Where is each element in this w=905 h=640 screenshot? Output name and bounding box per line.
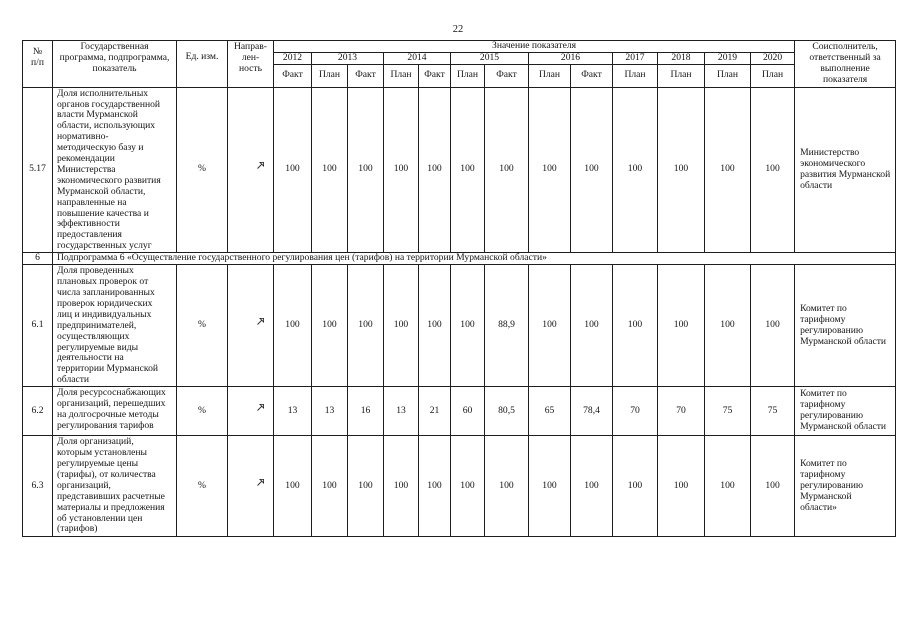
unit: % (177, 387, 228, 436)
header-year: 2016 (529, 52, 613, 64)
value-cell: 100 (613, 436, 658, 537)
value-cell: 100 (312, 87, 348, 253)
value-cell: 100 (658, 436, 705, 537)
header-value-type: План (451, 64, 485, 87)
header-value-type: Факт (419, 64, 451, 87)
subprogram-row (23, 253, 896, 265)
value-cell: 100 (312, 436, 348, 537)
header-value-type: Факт (485, 64, 529, 87)
value-cell: 13 (384, 387, 419, 436)
table-row (23, 265, 896, 387)
value-cell: 78,4 (571, 387, 613, 436)
value-cell: 100 (348, 436, 384, 537)
direction-cell (228, 436, 274, 537)
header-value-type: Факт (274, 64, 312, 87)
indicator-name: Доля организаций, которым установлены регулируемые цены (тарифы), от количества организаций, представивших расчетные материалы и предложения об установлении цен (тарифов) (53, 436, 177, 537)
value-cell: 75 (705, 387, 751, 436)
header-row (23, 41, 896, 53)
direction-cell (228, 387, 274, 436)
header-year: 2018 (658, 52, 705, 64)
unit: % (177, 265, 228, 387)
coexecutor: Министерство экономического развития Мурманской области (795, 87, 896, 253)
direction-cell (228, 87, 274, 253)
header-value-type: Факт (348, 64, 384, 87)
value-cell: 100 (529, 265, 571, 387)
header-year: 2013 (312, 52, 384, 64)
value-cell: 100 (384, 265, 419, 387)
value-cell: 70 (658, 387, 705, 436)
value-cell: 100 (705, 87, 751, 253)
value-cell: 88,9 (485, 265, 529, 387)
value-cell: 100 (529, 436, 571, 537)
coexecutor: Комитет по тарифному регулированию Мурманской области» (795, 436, 896, 537)
value-cell: 100 (451, 265, 485, 387)
table-row (23, 436, 896, 537)
value-cell: 13 (274, 387, 312, 436)
value-cell: 100 (419, 436, 451, 537)
value-cell: 100 (312, 265, 348, 387)
value-cell: 100 (613, 265, 658, 387)
header-coexecutor: Соисполнитель, ответственный за выполнение показателя (795, 41, 896, 88)
header-year: 2012 (274, 52, 312, 64)
value-cell: 75 (751, 387, 795, 436)
header-value-type: План (529, 64, 571, 87)
header-year: 2020 (751, 52, 795, 64)
header-value-type: План (658, 64, 705, 87)
value-cell: 100 (613, 87, 658, 253)
indicator-name: Доля ресурсоснабжающих организаций, перешедших на долгосрочные методы регулирования тарифов (53, 387, 177, 436)
arrow-up-right-icon (256, 317, 265, 326)
indicators-table (22, 40, 896, 537)
unit: % (177, 436, 228, 537)
value-cell: 100 (451, 87, 485, 253)
value-cell: 100 (705, 436, 751, 537)
table-row (23, 87, 896, 253)
arrow-up-right-icon (256, 403, 265, 412)
value-cell: 100 (348, 265, 384, 387)
value-cell: 21 (419, 387, 451, 436)
value-cell: 100 (658, 87, 705, 253)
page-number: 22 (452, 24, 464, 35)
value-cell: 13 (312, 387, 348, 436)
value-cell: 100 (705, 265, 751, 387)
arrow-up-right-icon (256, 478, 265, 487)
row-number: 6.3 (23, 436, 53, 537)
value-cell: 100 (274, 265, 312, 387)
value-cell: 65 (529, 387, 571, 436)
table-row (23, 387, 896, 436)
unit: % (177, 87, 228, 253)
value-cell: 100 (571, 87, 613, 253)
subprogram-title: Подпрограмма 6 «Осуществление государственного регулирования цен (тарифов) на территории Мурманской области» (53, 253, 896, 265)
value-cell: 100 (451, 436, 485, 537)
value-cell: 100 (571, 436, 613, 537)
value-cell: 100 (419, 87, 451, 253)
value-cell: 100 (658, 265, 705, 387)
value-cell: 100 (485, 436, 529, 537)
value-cell: 100 (485, 87, 529, 253)
indicator-name: Доля проведенных плановых проверок от числа запланированных проверок юридических лиц и индивидуальных предпринимателей, осуществляющих регулируемые виды деятельности на территории Мурманской области (53, 265, 177, 387)
indicator-name: Доля исполнительных органов государственной власти Мурманской области, использующих нормативно- методическую базу и рекомендации Министерства экономического развития Мурманской области, направленные на повышение качества и эффективности предоставления государственных услуг (53, 87, 177, 253)
header-indicator-values: Значение показателя (274, 41, 795, 53)
row-number: 6 (23, 253, 53, 265)
value-cell: 100 (384, 436, 419, 537)
coexecutor: Комитет по тарифному регулированию Мурманской области (795, 265, 896, 387)
coexecutor: Комитет по тарифному регулированию Мурманской области (795, 387, 896, 436)
header-value-type: План (613, 64, 658, 87)
header-direction: Направ- лен- ность (228, 41, 274, 88)
value-cell: 100 (751, 436, 795, 537)
value-cell: 70 (613, 387, 658, 436)
header-value-type: План (705, 64, 751, 87)
value-cell: 100 (274, 87, 312, 253)
arrow-up-right-icon (256, 161, 265, 170)
header-year: 2017 (613, 52, 658, 64)
value-cell: 16 (348, 387, 384, 436)
header-value-type: План (312, 64, 348, 87)
value-cell: 60 (451, 387, 485, 436)
value-cell: 80,5 (485, 387, 529, 436)
row-number: 6.1 (23, 265, 53, 387)
direction-cell (228, 265, 274, 387)
header-value-type: Факт (571, 64, 613, 87)
value-cell: 100 (274, 436, 312, 537)
header-row-number: № п/п (23, 41, 53, 88)
value-cell: 100 (751, 265, 795, 387)
header-value-type: План (751, 64, 795, 87)
value-cell: 100 (419, 265, 451, 387)
header-year: 2015 (451, 52, 529, 64)
header-year: 2014 (384, 52, 451, 64)
header-year: 2019 (705, 52, 751, 64)
header-value-type: План (384, 64, 419, 87)
value-cell: 100 (571, 265, 613, 387)
value-cell: 100 (751, 87, 795, 253)
header-indicator-name: Государственная программа, подпрограмма, показатель (53, 41, 177, 88)
value-cell: 100 (529, 87, 571, 253)
value-cell: 100 (348, 87, 384, 253)
row-number: 5.17 (23, 87, 53, 253)
row-number: 6.2 (23, 387, 53, 436)
value-cell: 100 (384, 87, 419, 253)
header-unit: Ед. изм. (177, 41, 228, 88)
